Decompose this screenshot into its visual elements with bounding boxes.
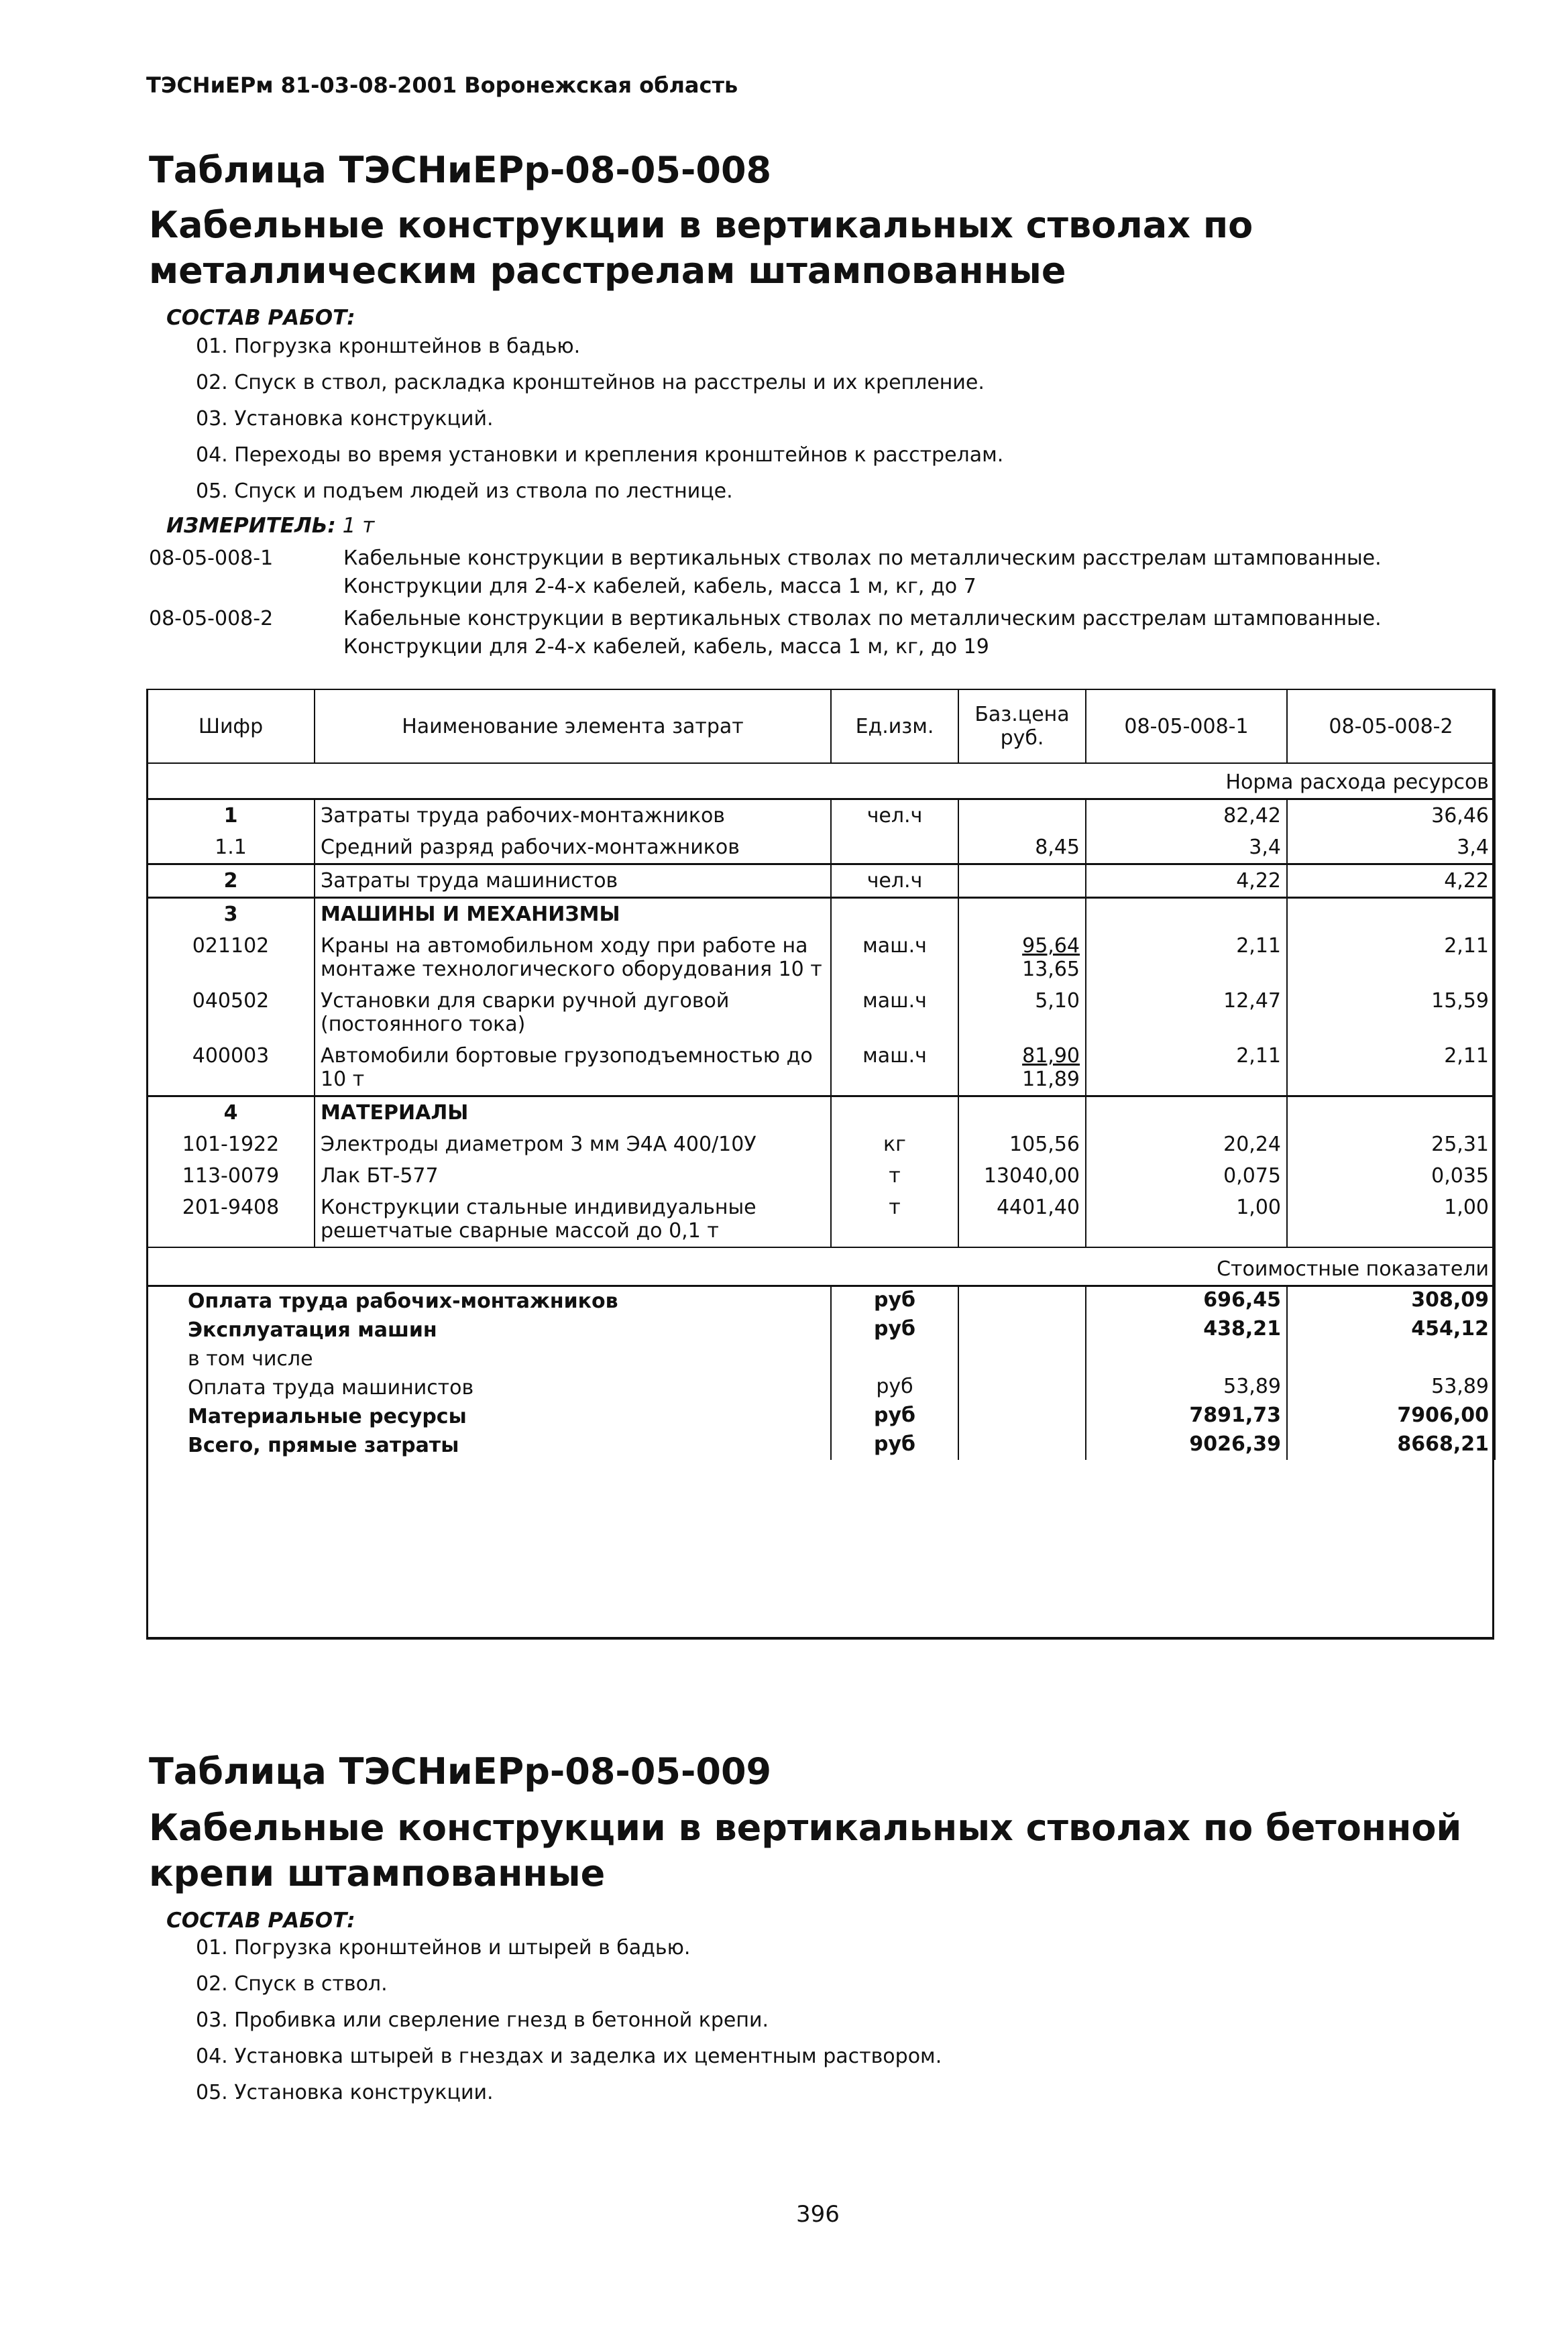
measure-value: 1 т: [342, 514, 375, 538]
table2-title: Таблица ТЭСНиЕРр-08-05-009: [149, 1750, 772, 1793]
column-header: Наименование элемента затрат: [315, 689, 831, 763]
table-cell: [958, 832, 1086, 864]
cost-cell: руб: [831, 1316, 958, 1345]
cost-cell: Оплата труда рабочих-монтажников: [147, 1286, 831, 1316]
table1-works-list: [196, 329, 1003, 510]
work-item: 05. Спуск и подъем людей из ствола по лестнице.: [196, 479, 733, 503]
table-cell: 040502: [147, 985, 315, 1040]
column-header: Баз.цена руб.: [958, 689, 1086, 763]
work-item: 04. Установка штырей в гнездах и заделка их цементным раствором.: [196, 2045, 942, 2068]
table-cell: [831, 898, 958, 931]
table-cell: 400003: [147, 1040, 315, 1096]
cost-cell: [958, 1402, 1086, 1431]
table-row: [147, 1192, 1495, 1247]
table-cell: [958, 985, 1086, 1040]
base-price: 81,90: [1022, 1044, 1080, 1068]
cost-label: Стоимостные показатели: [147, 1247, 1495, 1286]
table-cell: 3: [147, 898, 315, 931]
table-cell: 021102: [147, 930, 315, 985]
table-row: [147, 832, 1495, 864]
table1-subtitle: Кабельные конструкции в вертикальных стволах по металлическим расстрелам штампованные: [149, 204, 1253, 292]
cost-row: [147, 1402, 1495, 1431]
table-cell: 4,22: [1287, 864, 1495, 898]
table1-works-label: СОСТАВ РАБОТ:: [166, 306, 355, 330]
cost-cell: 454,12: [1287, 1316, 1495, 1345]
table1-measure: [166, 514, 374, 538]
table2-subtitle: Кабельные конструкции в вертикальных стволах по бетонной крепи штампованные: [149, 1807, 1462, 1894]
norma-label: Норма расхода ресурсов: [147, 763, 1495, 799]
table-cell: 1.1: [147, 832, 315, 864]
table-cell: 4,22: [1086, 864, 1287, 898]
table-row: [147, 1129, 1495, 1160]
table-cell: [958, 1160, 1086, 1192]
cost-cell: руб: [831, 1373, 958, 1402]
cost-cell: 53,89: [1086, 1373, 1287, 1402]
table-cell: 3,4: [1287, 832, 1495, 864]
table-cell: 113-0079: [147, 1160, 315, 1192]
table-cell: [958, 1129, 1086, 1160]
base-price: 8,45: [1035, 836, 1080, 859]
table1-title: Таблица ТЭСНиЕРр-08-05-008: [149, 149, 772, 191]
table-row: [147, 864, 1495, 898]
table-cell: кг: [831, 1129, 958, 1160]
cost-cell: [831, 1345, 958, 1373]
resource-table: [146, 689, 1496, 1460]
cost-cell: [958, 1316, 1086, 1345]
table-cell: МАШИНЫ И МЕХАНИЗМЫ: [315, 898, 831, 931]
table-cell: [831, 1096, 958, 1129]
cost-cell: [958, 1345, 1086, 1373]
cost-cell: руб: [831, 1286, 958, 1316]
cost-cell: Оплата труда машинистов: [147, 1373, 831, 1402]
cost-cell: [1086, 1345, 1287, 1373]
cost-cell: 53,89: [1287, 1373, 1495, 1402]
base-price: 4401,40: [996, 1196, 1080, 1219]
column-header: Шифр: [147, 689, 315, 763]
table-cell: маш.ч: [831, 985, 958, 1040]
table-cell: [831, 832, 958, 864]
table-cell: 1,00: [1086, 1192, 1287, 1247]
table-cell: 2,11: [1287, 930, 1495, 985]
work-item: 03. Пробивка или сверление гнезд в бетонной крепи.: [196, 2008, 769, 2032]
work-item: 01. Погрузка кронштейнов и штырей в бадью.: [196, 1936, 691, 1959]
table-cell: Конструкции стальные индивидуальные решетчатые сварные массой до 0,1 т: [315, 1192, 831, 1247]
table2-works-label: СОСТАВ РАБОТ:: [166, 1909, 355, 1933]
column-header: Ед.изм.: [831, 689, 958, 763]
code-description: Кабельные конструкции в вертикальных стволах по металлическим расстрелам штампованные. Конструкции для 2-4-х кабелей, кабель, масса 1 м, кг, до 19: [343, 607, 1382, 659]
table-row: [147, 1096, 1495, 1129]
cost-cell: в том числе: [147, 1345, 831, 1373]
cost-cell: [1287, 1345, 1495, 1373]
table-row: [147, 1160, 1495, 1192]
table-cell: [1086, 898, 1287, 931]
cost-cell: 696,45: [1086, 1286, 1287, 1316]
table-cell: [958, 1040, 1086, 1096]
table-cell: т: [831, 1160, 958, 1192]
base-price-wage: 11,89: [1022, 1068, 1080, 1091]
table-cell: Краны на автомобильном ходу при работе на монтаже технологического оборудования 10 т: [315, 930, 831, 985]
cost-cell: руб: [831, 1431, 958, 1460]
table-cell: 3,4: [1086, 832, 1287, 864]
cost-row: [147, 1431, 1495, 1460]
table-cell: 12,47: [1086, 985, 1287, 1040]
code-description: Кабельные конструкции в вертикальных стволах по металлическим расстрелам штампованные. Конструкции для 2-4-х кабелей, кабель, масса 1 м, кг, до 7: [343, 547, 1382, 598]
table-cell: 1,00: [1287, 1192, 1495, 1247]
table-cell: [1086, 1096, 1287, 1129]
cost-cell: 8668,21: [1287, 1431, 1495, 1460]
table-cell: 2,11: [1086, 930, 1287, 985]
table-cell: 0,075: [1086, 1160, 1287, 1192]
table-cell: [958, 1096, 1086, 1129]
table-cell: т: [831, 1192, 958, 1247]
work-item: 01. Погрузка кронштейнов в бадью.: [196, 335, 581, 358]
table-cell: [958, 864, 1086, 898]
cost-row: [147, 1373, 1495, 1402]
table-cell: Установки для сварки ручной дуговой (постоянного тока): [315, 985, 831, 1040]
table-header-row: [147, 689, 1495, 763]
table-cell: 2: [147, 864, 315, 898]
base-price-wage: 13,65: [1022, 958, 1080, 981]
work-item: 02. Спуск в ствол, раскладка кронштейнов на расстрелы и их крепление.: [196, 371, 985, 394]
table-row: [147, 930, 1495, 985]
table-cell: [1287, 1096, 1495, 1129]
table-row: [147, 898, 1495, 931]
table-row: [147, 1040, 1495, 1096]
table-row: [147, 985, 1495, 1040]
cost-cell: 7891,73: [1086, 1402, 1287, 1431]
cost-cell: 308,09: [1287, 1286, 1495, 1316]
table-cell: Лак БТ-577: [315, 1160, 831, 1192]
table-cell: 1: [147, 799, 315, 832]
table-cell: чел.ч: [831, 799, 958, 832]
table-cell: [958, 930, 1086, 985]
table-cell: 0,035: [1287, 1160, 1495, 1192]
table-cell: МАТЕРИАЛЫ: [315, 1096, 831, 1129]
work-item: 05. Установка конструкции.: [196, 2081, 494, 2104]
table-cell: Автомобили бортовые грузоподъемностью до 10 т: [315, 1040, 831, 1096]
table-cell: [958, 799, 1086, 832]
table-cell: 2,11: [1287, 1040, 1495, 1096]
column-header: 08-05-008-1: [1086, 689, 1287, 763]
code: 08-05-008-1: [149, 547, 274, 570]
table-cell: 101-1922: [147, 1129, 315, 1160]
cost-cell: 9026,39: [1086, 1431, 1287, 1460]
table-cell: маш.ч: [831, 930, 958, 985]
table-cell: 82,42: [1086, 799, 1287, 832]
measure-label: ИЗМЕРИТЕЛЬ:: [166, 514, 336, 538]
table-cell: [1287, 898, 1495, 931]
work-item: 03. Установка конструкций.: [196, 407, 494, 431]
base-price: 105,56: [1009, 1133, 1080, 1156]
table-cell: 20,24: [1086, 1129, 1287, 1160]
table-cell: Затраты труда машинистов: [315, 864, 831, 898]
column-header: 08-05-008-2: [1287, 689, 1495, 763]
table-cell: 4: [147, 1096, 315, 1129]
cost-cell: 7906,00: [1287, 1402, 1495, 1431]
cost-label-row: [147, 1247, 1495, 1286]
table-cell: Электроды диаметром 3 мм Э4А 400/10У: [315, 1129, 831, 1160]
code: 08-05-008-2: [149, 607, 274, 630]
table-cell: 25,31: [1287, 1129, 1495, 1160]
cost-row: [147, 1316, 1495, 1345]
table2-works-list: [196, 1930, 942, 2111]
page-header: ТЭСНиЕРм 81-03-08-2001 Воронежская область: [146, 72, 738, 98]
table-cell: [958, 898, 1086, 931]
cost-cell: Эксплуатация машин: [147, 1316, 831, 1345]
work-item: 02. Спуск в ствол.: [196, 1972, 388, 1996]
base-price: 95,64: [1022, 934, 1080, 958]
cost-row: [147, 1345, 1495, 1373]
cost-cell: Всего, прямые затраты: [147, 1431, 831, 1460]
cost-cell: Материальные ресурсы: [147, 1402, 831, 1431]
norma-row: [147, 763, 1495, 799]
base-price: 13040,00: [983, 1164, 1080, 1188]
table-cell: [958, 1192, 1086, 1247]
work-item: 04. Переходы во время установки и крепления кронштейнов к расстрелам.: [196, 443, 1004, 467]
cost-cell: [958, 1286, 1086, 1316]
cost-cell: руб: [831, 1402, 958, 1431]
table-cell: 36,46: [1287, 799, 1495, 832]
table-cell: маш.ч: [831, 1040, 958, 1096]
cost-row: [147, 1286, 1495, 1316]
cost-cell: 438,21: [1086, 1316, 1287, 1345]
page-number: 396: [796, 2201, 840, 2228]
table-cell: чел.ч: [831, 864, 958, 898]
table-cell: 2,11: [1086, 1040, 1287, 1096]
base-price: 5,10: [1035, 989, 1080, 1013]
table-cell: Средний разряд рабочих-монтажников: [315, 832, 831, 864]
table-cell: 15,59: [1287, 985, 1495, 1040]
table-cell: 201-9408: [147, 1192, 315, 1247]
table-row: [147, 799, 1495, 832]
cost-cell: [958, 1373, 1086, 1402]
cost-cell: [958, 1431, 1086, 1460]
table-cell: Затраты труда рабочих-монтажников: [315, 799, 831, 832]
